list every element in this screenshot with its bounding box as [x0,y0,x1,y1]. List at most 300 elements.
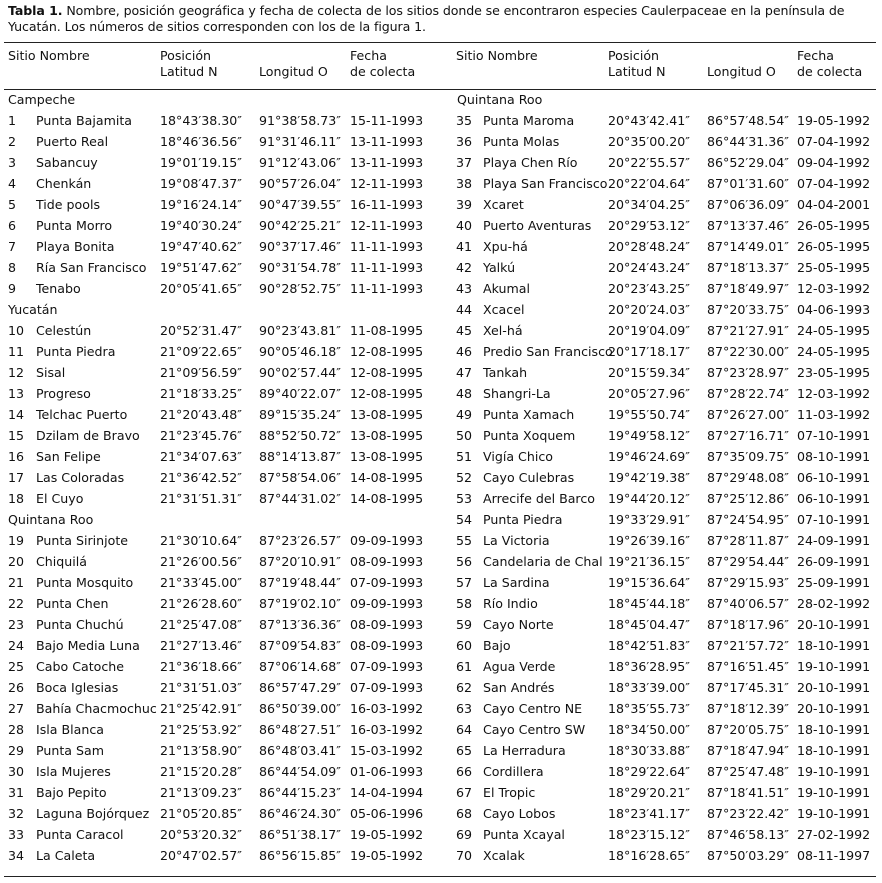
collection-date: 15-03-1992 [350,743,424,758]
table-row [4,488,440,509]
longitude: 87°23′28.97″ [707,365,789,380]
collection-date: 19-10-1991 [797,806,871,821]
latitude: 19°46′24.69″ [608,449,690,464]
collection-date: 09-09-1993 [350,596,424,611]
longitude: 86°57′47.29″ [259,680,341,695]
longitude: 87°06′14.68″ [259,659,341,674]
table-row [4,782,440,803]
site-name: La Caleta [36,848,96,863]
site-name: Sisal [36,365,66,380]
site-name: Cayo Lobos [483,806,556,821]
collection-date: 16-11-1993 [350,197,424,212]
site-number: 44 [456,302,473,317]
site-number: 64 [456,722,473,737]
site-number: 11 [8,344,25,359]
latitude: 21°36′42.52″ [160,470,242,485]
collection-date: 07-04-1992 [797,134,871,149]
site-number: 32 [8,806,25,821]
longitude: 87°58′54.06″ [259,470,341,485]
latitude: 20°35′00.20″ [608,134,690,149]
collection-date: 26-05-1995 [797,218,871,233]
table-row [4,383,440,404]
table-row [4,110,440,131]
site-number: 2 [8,134,17,149]
collection-date: 27-02-1992 [797,827,871,842]
left-table-body [4,89,440,866]
collection-date: 08-10-1991 [797,449,871,464]
longitude: 87°13′37.46″ [707,218,789,233]
latitude: 21°09′56.59″ [160,365,242,380]
left-column [4,42,440,866]
header-posicion-label: Posición [160,48,212,63]
bottom-rule [4,876,876,877]
table-row [453,467,882,488]
collection-date: 07-04-1992 [797,176,871,191]
longitude: 86°44′31.36″ [707,134,789,149]
longitude: 87°06′36.09″ [707,197,789,212]
latitude: 18°46′36.56″ [160,134,242,149]
latitude: 19°21′36.15″ [608,554,690,569]
site-name: Punta Xcayal [483,827,565,842]
site-name: San Felipe [36,449,101,464]
site-number: 60 [456,638,473,653]
header-sitio-nombre: Sitio Nombre [456,48,538,63]
longitude: 86°48′27.51″ [259,722,341,737]
longitude: 86°44′54.09″ [259,764,341,779]
latitude: 21°25′53.92″ [160,722,242,737]
site-name: Punta Morro [36,218,113,233]
longitude: 91°38′58.73″ [259,113,341,128]
site-name: Punta Piedra [483,512,563,527]
longitude: 88°52′50.72″ [259,428,341,443]
collection-date: 12-03-1992 [797,281,871,296]
longitude: 89°40′22.07″ [259,386,341,401]
site-name: Cayo Centro SW [483,722,586,737]
site-number: 54 [456,512,473,527]
site-number: 40 [456,218,473,233]
table-row [4,803,440,824]
site-name: Punta Xoquem [483,428,576,443]
longitude: 87°29′15.93″ [707,575,789,590]
table-row [453,488,882,509]
table-row [453,110,882,131]
longitude: 87°14′49.01″ [707,239,789,254]
longitude: 90°05′46.18″ [259,344,341,359]
latitude: 20°15′59.34″ [608,365,690,380]
latitude: 20°52′31.47″ [160,323,242,338]
collection-date: 12-11-1993 [350,218,424,233]
longitude: 91°12′43.06″ [259,155,341,170]
collection-date: 13-08-1995 [350,428,424,443]
site-number: 13 [8,386,25,401]
collection-date: 24-05-1995 [797,344,871,359]
table-row [453,173,882,194]
site-number: 47 [456,365,473,380]
left-table-header [4,42,440,89]
right-column [453,42,882,866]
latitude: 18°16′28.65″ [608,848,690,863]
collection-date: 06-10-1991 [797,491,871,506]
site-number: 9 [8,281,17,296]
site-number: 51 [456,449,473,464]
site-name: Punta Xamach [483,407,575,422]
table-row [4,152,440,173]
longitude: 87°28′22.74″ [707,386,789,401]
collection-date: 25-09-1991 [797,575,871,590]
site-name: Punta Sirinjote [36,533,129,548]
site-number: 7 [8,239,17,254]
longitude: 87°25′12.86″ [707,491,789,506]
latitude: 21°23′45.76″ [160,428,242,443]
header-fecha-label: Fecha [797,48,834,63]
latitude: 18°30′33.88″ [608,743,690,758]
table-row [453,383,882,404]
site-number: 27 [8,701,25,716]
site-name: Candelaria de Chal [483,554,603,569]
table-row [4,404,440,425]
site-number: 49 [456,407,473,422]
site-number: 29 [8,743,25,758]
table-row [453,593,882,614]
site-number: 36 [456,134,473,149]
site-number: 19 [8,533,25,548]
table-row [4,719,440,740]
latitude: 20°23′43.25″ [608,281,690,296]
site-number: 67 [456,785,473,800]
table-row [4,740,440,761]
site-name: Boca Iglesias [36,680,119,695]
latitude: 20°22′04.64″ [608,176,690,191]
latitude: 18°23′41.17″ [608,806,690,821]
site-name: Punta Chuchú [36,617,124,632]
header-colecta-label: de colecta [350,64,416,79]
collection-date: 24-05-1995 [797,323,871,338]
site-name: Cordillera [483,764,544,779]
latitude: 20°17′18.17″ [608,344,690,359]
longitude: 87°19′02.10″ [259,596,341,611]
longitude: 87°28′11.87″ [707,533,789,548]
collection-date: 11-11-1993 [350,239,424,254]
site-name: Yalkú [483,260,516,275]
table-row [4,236,440,257]
site-number: 5 [8,197,17,212]
site-name: El Cuyo [36,491,84,506]
table-row [4,467,440,488]
collection-date: 12-08-1995 [350,365,424,380]
site-name: Cabo Catoche [36,659,125,674]
site-number: 42 [456,260,473,275]
collection-date: 12-08-1995 [350,386,424,401]
latitude: 21°13′58.90″ [160,743,242,758]
latitude: 21°30′10.64″ [160,533,242,548]
longitude: 87°44′31.02″ [259,491,341,506]
latitude: 21°13′09.23″ [160,785,242,800]
latitude: 19°26′39.16″ [608,533,690,548]
table-row [4,362,440,383]
table-row [453,425,882,446]
longitude: 87°13′36.36″ [259,617,341,632]
site-name: Puerto Aventuras [483,218,592,233]
longitude: 86°44′15.23″ [259,785,341,800]
collection-date: 14-08-1995 [350,491,424,506]
latitude: 20°22′55.57″ [608,155,690,170]
latitude: 19°42′19.38″ [608,470,690,485]
latitude: 20°43′42.41″ [608,113,690,128]
latitude: 20°29′53.12″ [608,218,690,233]
collection-date: 07-09-1993 [350,575,424,590]
collection-date: 18-10-1991 [797,722,871,737]
table-row [4,824,440,845]
site-name: Shangri-La [483,386,551,401]
site-name: Xcaret [483,197,524,212]
longitude: 86°46′24.30″ [259,806,341,821]
header-longitud: Longitud O [259,64,328,79]
longitude: 87°18′13.37″ [707,260,789,275]
latitude: 20°20′24.03″ [608,302,690,317]
table-row [4,593,440,614]
longitude: 87°20′33.75″ [707,302,789,317]
collection-date: 07-10-1991 [797,512,871,527]
site-number: 12 [8,365,25,380]
table-row [453,845,882,866]
site-number: 6 [8,218,17,233]
latitude: 18°29′20.21″ [608,785,690,800]
longitude: 87°01′31.60″ [707,176,789,191]
longitude: 87°18′49.97″ [707,281,789,296]
collection-date: 13-08-1995 [350,449,424,464]
table-row [4,677,440,698]
site-name: Isla Mujeres [36,764,111,779]
site-number: 57 [456,575,473,590]
site-name: Bahía Chacmochuc [36,701,157,716]
longitude: 87°19′48.44″ [259,575,341,590]
site-name: Dzilam de Bravo [36,428,140,443]
table-row [4,131,440,152]
longitude: 87°23′22.42″ [707,806,789,821]
collection-date: 08-09-1993 [350,617,424,632]
longitude: 86°52′29.04″ [707,155,789,170]
latitude: 18°34′50.00″ [608,722,690,737]
collection-date: 23-05-1995 [797,365,871,380]
site-number: 50 [456,428,473,443]
table-row [4,845,440,866]
site-number: 35 [456,113,473,128]
longitude: 86°56′15.85″ [259,848,341,863]
latitude: 20°05′41.65″ [160,281,242,296]
collection-date: 13-08-1995 [350,407,424,422]
collection-date: 19-05-1992 [350,827,424,842]
site-name: Isla Blanca [36,722,104,737]
site-name: Punta Piedra [36,344,116,359]
site-name: Playa Chen Río [483,155,578,170]
latitude: 20°47′02.57″ [160,848,242,863]
site-number: 58 [456,596,473,611]
collection-date: 19-05-1992 [350,848,424,863]
longitude: 87°24′54.95″ [707,512,789,527]
longitude: 86°57′48.54″ [707,113,789,128]
table-row [453,761,882,782]
table-caption [8,3,874,35]
longitude: 87°20′05.75″ [707,722,789,737]
longitude: 87°21′57.72″ [707,638,789,653]
site-name: Río Indio [483,596,538,611]
latitude: 21°31′51.03″ [160,680,242,695]
site-name: Las Coloradas [36,470,125,485]
site-name: Ría San Francisco [36,260,147,275]
table-row [453,803,882,824]
site-name: San Andrés [483,680,555,695]
longitude: 87°46′58.13″ [707,827,789,842]
latitude: 21°33′45.00″ [160,575,242,590]
latitude: 19°44′20.12″ [608,491,690,506]
site-name: Celestún [36,323,92,338]
longitude: 88°14′13.87″ [259,449,341,464]
collection-date: 19-10-1991 [797,785,871,800]
longitude: 87°18′17.96″ [707,617,789,632]
header-fecha [350,48,415,80]
latitude: 18°43′38.30″ [160,113,242,128]
longitude: 90°23′43.81″ [259,323,341,338]
header-latitud [608,48,666,80]
site-name: La Victoria [483,533,550,548]
longitude: 87°40′06.57″ [707,596,789,611]
collection-date: 19-10-1991 [797,764,871,779]
site-name: Bajo [483,638,511,653]
collection-date: 20-10-1991 [797,617,871,632]
latitude: 20°24′43.24″ [608,260,690,275]
latitude: 19°40′30.24″ [160,218,242,233]
site-name: Punta Sam [36,743,104,758]
site-name: Tide pools [36,197,101,212]
collection-date: 06-10-1991 [797,470,871,485]
site-name: Punta Bajamita [36,113,132,128]
region-heading: Campeche [8,92,76,107]
longitude: 87°26′27.00″ [707,407,789,422]
header-sitio-nombre: Sitio Nombre [8,48,90,63]
latitude: 19°51′47.62″ [160,260,242,275]
site-name: Tenabo [36,281,81,296]
site-name: La Sardina [483,575,550,590]
collection-date: 09-04-1992 [797,155,871,170]
latitude: 19°49′58.12″ [608,428,690,443]
table-row [453,530,882,551]
table-row [453,635,882,656]
table-row [453,446,882,467]
table-row [4,341,440,362]
site-name: Akumal [483,281,530,296]
longitude: 87°22′30.00″ [707,344,789,359]
header-colecta-label: de colecta [797,64,863,79]
table-row [4,425,440,446]
site-name: Punta Mosquito [36,575,134,590]
longitude: 90°47′39.55″ [259,197,341,212]
site-name: El Tropic [483,785,536,800]
table-row [4,635,440,656]
table-row [4,446,440,467]
longitude: 86°50′39.00″ [259,701,341,716]
site-name: Progreso [36,386,91,401]
latitude: 21°05′20.85″ [160,806,242,821]
collection-date: 18-10-1991 [797,743,871,758]
longitude: 86°51′38.17″ [259,827,341,842]
site-name: Playa San Francisco [483,176,608,191]
site-number: 63 [456,701,473,716]
site-name: Laguna Bojórquez [36,806,150,821]
longitude: 90°57′26.04″ [259,176,341,191]
site-name: La Herradura [483,743,566,758]
latitude: 20°19′04.09″ [608,323,690,338]
site-name: Xpu-há [483,239,528,254]
collection-date: 13-11-1993 [350,155,424,170]
collection-date: 14-04-1994 [350,785,424,800]
table-row [4,551,440,572]
longitude: 90°37′17.46″ [259,239,341,254]
collection-date: 08-09-1993 [350,554,424,569]
latitude: 21°36′18.66″ [160,659,242,674]
longitude: 87°23′26.57″ [259,533,341,548]
site-name: Cayo Norte [483,617,554,632]
latitude: 21°27′13.46″ [160,638,242,653]
right-table-header [453,42,882,89]
table-row [4,215,440,236]
region-heading: Quintana Roo [8,512,94,527]
longitude: 87°18′47.94″ [707,743,789,758]
latitude: 18°23′15.12″ [608,827,690,842]
site-number: 41 [456,239,473,254]
longitude: 87°18′12.39″ [707,701,789,716]
latitude: 18°45′44.18″ [608,596,690,611]
collection-date: 25-05-1995 [797,260,871,275]
longitude: 90°31′54.78″ [259,260,341,275]
site-name: Xcacel [483,302,525,317]
collection-date: 07-10-1991 [797,428,871,443]
table-row [453,698,882,719]
site-number: 61 [456,659,473,674]
latitude: 20°05′27.96″ [608,386,690,401]
collection-date: 28-02-1992 [797,596,871,611]
site-number: 10 [8,323,25,338]
collection-date: 14-08-1995 [350,470,424,485]
collection-date: 24-09-1991 [797,533,871,548]
site-name: Sabancuy [36,155,98,170]
latitude: 18°33′39.00″ [608,680,690,695]
site-number: 25 [8,659,25,674]
site-number: 15 [8,428,25,443]
site-number: 14 [8,407,25,422]
latitude: 18°36′28.95″ [608,659,690,674]
table-row [453,278,882,299]
site-number: 17 [8,470,25,485]
collection-date: 18-10-1991 [797,638,871,653]
site-number: 21 [8,575,25,590]
site-number: 4 [8,176,17,191]
latitude: 21°18′33.25″ [160,386,242,401]
latitude: 21°31′51.31″ [160,491,242,506]
collection-date: 16-03-1992 [350,722,424,737]
table-row [4,194,440,215]
site-number: 53 [456,491,473,506]
site-number: 33 [8,827,25,842]
table-row [4,530,440,551]
table-row [4,656,440,677]
header-fecha-label: Fecha [350,48,387,63]
site-name: Telchac Puerto [36,407,128,422]
site-name: Puerto Real [36,134,109,149]
site-name: Tankah [483,365,528,380]
longitude: 87°20′10.91″ [259,554,341,569]
table-row [453,299,882,320]
longitude: 87°25′47.48″ [707,764,789,779]
